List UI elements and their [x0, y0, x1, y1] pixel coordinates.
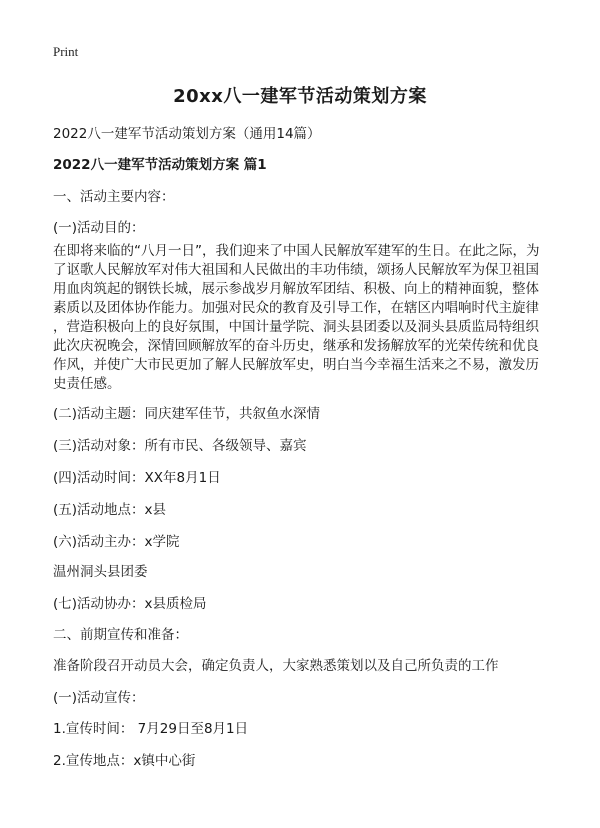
activity-co-organizer: (七)活动协办：x县质检局 — [53, 596, 207, 612]
activity-host-secondary: 温州洞头县团委 — [53, 564, 148, 580]
purpose-paragraph — [53, 242, 581, 394]
paragraph-line: ，营造积极向上的良好氛围，中国计量学院、洞头县团委以及洞头县质监局特组织 — [53, 319, 539, 335]
promo-place: 2.宣传地点：x镇中心街 — [53, 753, 196, 769]
promo-heading: (一)活动宣传： — [53, 690, 145, 706]
paragraph-line: 了讴歌人民解放军对伟大祖国和人民做出的丰功伟绩，颂扬人民解放军为保卫祖国 — [53, 262, 539, 278]
document-subtitle: 2022八一建军节活动策划方案（通用14篇） — [53, 126, 321, 142]
activity-theme: (二)活动主题：同庆建军佳节，共叙鱼水深情 — [53, 406, 321, 422]
activity-host: (六)活动主办：x学院 — [53, 534, 180, 550]
document-title: 20xx八一建军节活动策划方案 — [173, 86, 427, 107]
paragraph-line: 作风，并使广大市民更加了解人民解放军史，明白当今幸福生活来之不易，激发历 — [53, 357, 539, 373]
activity-place: (五)活动地点：x县 — [53, 502, 167, 518]
paragraph-line: 用血肉筑起的钢铁长城，展示参战岁月解放军团结、积极、向上的精神面貌，整体 — [53, 281, 539, 297]
paragraph-line: 素质以及团体协作能力。加强对民众的教育及引导工作，在辖区内唱响时代主旋律 — [53, 300, 539, 316]
content-heading: 一、活动主要内容： — [53, 189, 175, 205]
prep-heading: 二、前期宣传和准备： — [53, 627, 188, 643]
print-label: Print — [53, 44, 79, 59]
prep-description: 准备阶段召开动员大会，确定负责人，大家熟悉策划以及自己所负责的工作 — [53, 658, 499, 674]
paragraph-line: 史责任感。 — [53, 376, 121, 392]
promo-time: 1.宣传时间： 7月29日至8月1日 — [53, 721, 249, 737]
paragraph-line: 在即将来临的“八月一日”，我们迎来了中国人民解放军建军的生日。在此之际，为 — [53, 243, 540, 259]
purpose-heading: (一)活动目的： — [53, 220, 145, 236]
activity-time: (四)活动时间：XX年8月1日 — [53, 470, 221, 486]
paragraph-line: 此次庆祝晚会，深情回顾解放军的奋斗历史，继承和发扬解放军的光荣传统和优良 — [53, 338, 539, 354]
activity-target: (三)活动对象：所有市民、各级领导、嘉宾 — [53, 438, 307, 454]
section-title: 2022八一建军节活动策划方案 篇1 — [53, 157, 267, 173]
